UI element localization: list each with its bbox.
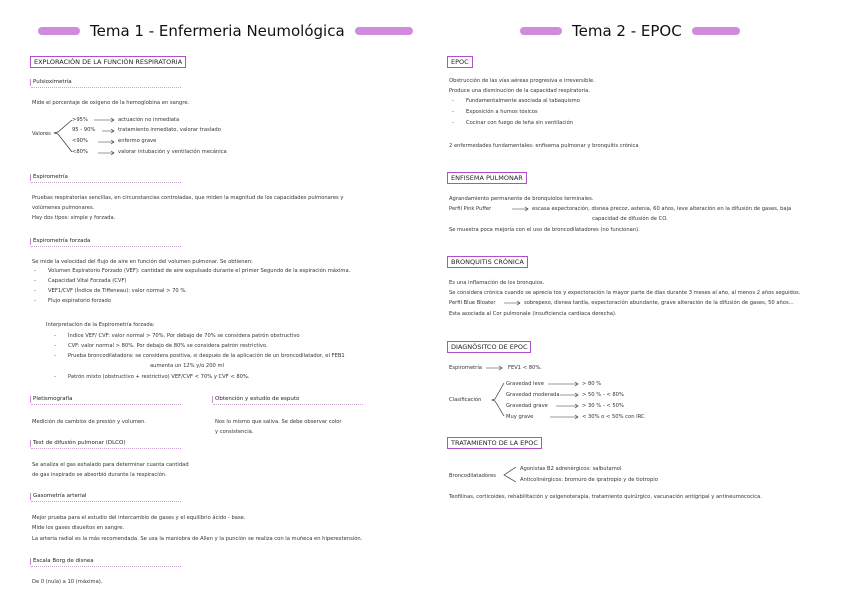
gravedad-level: Muy grave [506, 414, 534, 420]
heading-pletismografia: Pletismografía [30, 396, 72, 403]
section-box-tratamiento: TRATAMIENTO DE LA EPOC [447, 437, 542, 449]
espirometria-value: FEV1 < 80%. [508, 365, 542, 371]
text-line: Hay dos tipos: simple y forzada. [32, 215, 116, 221]
text-line: Obstrucción de las vías aéreas progresiva e irreversible. [449, 78, 595, 84]
text-line: Mide los gases disueltos en sangre. [32, 525, 125, 531]
bullet-item: - Exposición a humos tóxicos [466, 108, 538, 116]
bullet-item: - Flujo espiratorio forzado [48, 297, 111, 305]
gravedad-value: > 50 % - < 80% [582, 392, 624, 398]
brace-clasificacion [492, 381, 506, 419]
arrows-clasificacion [548, 382, 582, 422]
text-line: Nos lo mismo que saliva. Se debe observar color [215, 419, 342, 425]
gravedad-level: Gravedad grave [506, 403, 548, 409]
section-box-bronquitis: BRONQUITIS CRÓNICA [447, 256, 528, 268]
heading-espirometria: Espirometría [30, 174, 68, 181]
text-line: Agrandamiento permanente de bronquiolos terminales. [449, 196, 594, 202]
page-title-tema2: Tema 2 - EPOC [572, 22, 682, 40]
valor-desc: tratamiento inmediato, valorar traslado [118, 127, 221, 133]
bullet-item: - Cocinar con fuego de leña sin ventilación [466, 119, 573, 127]
text-line: Produce una disminución de la capacidad respiratoria. [449, 88, 590, 94]
interp-item: - CVF: valor normal > 80%. Por debajo de 80% se considera patrón restrictivo. [68, 342, 268, 350]
text-line: Teofilinas, corticoides, rehabilitación y oxigenoterapia, tratamiento quirúrgico, vacunación antigripal y antineumococica. [449, 494, 762, 500]
gravedad-level: Gravedad leve [506, 381, 544, 387]
text-line: De 0 (nula) a 10 (máxima). [32, 579, 103, 585]
brace-valores [54, 118, 74, 156]
clasificacion-label: Clasificación [449, 397, 482, 403]
arrow-icon [504, 301, 524, 307]
valor-desc: valorar intubación y ventilación mecánica [118, 149, 227, 155]
heading-espirometria-forzada: Espirometría forzada [30, 238, 90, 245]
bronco-item: Agonistas B2 adrenérgicos: salbutamol [520, 466, 622, 472]
heading-dlco: Test de difusión pulmonar (DLCO) [30, 440, 126, 447]
page-title-tema1: Tema 1 - Enfermeria Neumológica [90, 22, 345, 40]
gravedad-value: < 30% o < 50% con IRC [582, 414, 645, 420]
gravedad-value: > 80 % [582, 381, 602, 387]
section-box-epoc: EPOC [447, 56, 473, 68]
perfil-pink-puffer: Perfil Pink Puffer [449, 206, 492, 212]
valor-desc: enfermo grave [118, 138, 157, 144]
interp-item: - Índice VEF/ CVF: valor normal > 70%. Por debajo de 70% se considera patrón obstructivo [68, 332, 300, 340]
left-title-row [38, 22, 413, 40]
heading-esputo: Obtención y estudio de esputo [212, 396, 299, 403]
valor-range: <90% [72, 138, 88, 144]
text-line: y consistencia. [215, 429, 254, 435]
brace-broncodilatadores [502, 466, 518, 484]
text-line: Se considera crónica cuando se aprecia tos y expectoración la mayor parte de días durante 3 meses al año, al menos 2 años seguidos. [449, 290, 801, 296]
text-line: Se analiza el gas exhalado para determinar cuanta cantidad [32, 462, 189, 468]
arrows-valores [94, 118, 118, 156]
heading-gasometria: Gasometría arterial [30, 493, 87, 500]
bullet-item: - Capacidad Vital Forzada (CVF) [48, 277, 127, 285]
espirometria-label: Espirometría [449, 365, 482, 371]
text-line: La arteria radial es la más recomendada. Se usa la maniobra de Allen y la punción se realiza con la muñeca en hiperextensión. [32, 536, 363, 542]
valor-range: <80% [72, 149, 88, 155]
arrow-icon [486, 366, 506, 372]
interp-item: - Prueba broncodilatadora: se considera positiva, si después de la aplicación de un broncodilatador, el FEB1 [68, 352, 345, 360]
interp-item: - Patrón mixto (obstructivo + restrictivo) VEF/CVF < 70% y CVF < 80%. [68, 373, 250, 381]
gravedad-value: > 30 % - < 50% [582, 403, 624, 409]
bronco-item: Anticolinérgicos: bromuro de ipratropio y de tiotropio [520, 477, 658, 483]
text-line: Medición de cambios de presión y volumen. [32, 419, 147, 425]
section-box-diagnostico: DIAGNÓSITCO DE EPOC [447, 341, 531, 353]
interp-title: Interpretación de la Espirometría forzada: [46, 322, 155, 328]
text-line: Es una inflamación de los bronquios. [449, 280, 545, 286]
section-box-exploracion: EXPLORACIÓN DE LA FUNCIÓN RESPIRATORIA [30, 56, 186, 68]
section-box-enfisema: ENFISEMA PULMONAR [447, 172, 527, 184]
arrow-icon [512, 207, 532, 213]
interp-continuation: aumenta un 12% y/o 200 ml [150, 363, 224, 369]
text-line: capacidad de difusión de CO. [592, 216, 668, 222]
text-line: sobrepeso, disnea tardía, expectoración abundante, grave alteración de la difusión de gases, 50 años... [524, 300, 794, 306]
text-line: Mejor prueba para el estudio del intercambio de gases y el equilibrio ácido - base. [32, 515, 246, 521]
bullet-item: - VEF1/CVF (Índice de Tiffeneau): valor normal > 70 %. [48, 287, 187, 295]
title-decoration [520, 27, 562, 35]
valor-desc: actuación no inmediata [118, 117, 180, 123]
text-line: Esta asociada al Cor pulmonale (insuficiencia cardiaca derecha). [449, 311, 617, 317]
text-line: escasa expectoración, disnea precoz, astenia, 60 años, leve alteración en la difusión de gases, baja [532, 206, 792, 212]
text-line: de gas inspirado se absorbió durante la respiración. [32, 472, 167, 478]
title-decoration [38, 27, 80, 35]
text-pulsioximetria: Mide el porcentaje de oxígeno de la hemoglobina en sangre. [32, 100, 190, 106]
right-title-row [520, 22, 740, 40]
heading-pulsioximetria: Pulsioximetría [30, 79, 72, 86]
valor-range: 95 - 90% [72, 127, 96, 133]
heading-borg: Escala Borg de disnea [30, 558, 94, 565]
title-decoration [355, 27, 413, 35]
valores-label: Valores [32, 131, 51, 137]
text-line: Se muestra poca mejoría con el uso de broncodilatadores (no funcionan). [449, 227, 640, 233]
perfil-blue-bloater: Perfil Blue Bloater [449, 300, 496, 306]
broncodilatadores-label: Broncodilatadores [449, 473, 497, 479]
text-line: 2 enfermedades fundamentales: enfisema pulmonar y bronquitis crónica [449, 143, 639, 149]
text-line: Pruebas respiratorias sencillas, en circunstancias controladas, que miden la magnitud de los capacidades pulmonares y [32, 195, 344, 201]
valor-range: >95% [72, 117, 88, 123]
bullet-item: - Fundamentalmente asociada al tabaquismo [466, 97, 580, 105]
text-line: Se mide la velocidad del flujo de aire en función del volumen pulmonar. Se obtienen: [32, 259, 253, 265]
text-line: volúmenes pulmonares. [32, 205, 95, 211]
title-decoration [692, 27, 740, 35]
gravedad-level: Gravedad moderada [506, 392, 560, 398]
bullet-item: - Volumen Espiratorio Forzado (VEF): cantidad de aire expulsado durante el primer Segundo de la espiración máxima. [48, 267, 350, 275]
